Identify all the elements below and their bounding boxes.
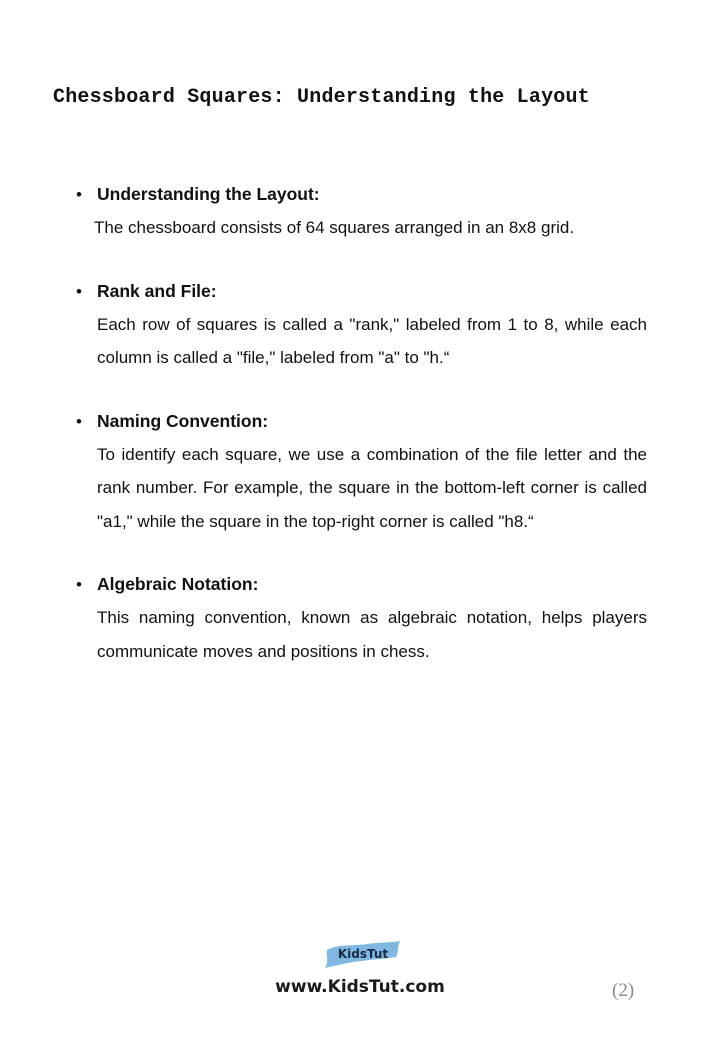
section-body: The chessboard consists of 64 squares arranged in an 8x8 grid.: [94, 218, 575, 237]
section-heading: Algebraic Notation:: [97, 574, 259, 594]
bullet-point: •: [76, 575, 82, 594]
section-algebraic-notation: [0, 568, 720, 668]
section-understanding-layout: [0, 178, 720, 245]
section-heading: Understanding the Layout:: [97, 184, 320, 204]
page-number: (2): [612, 980, 635, 1001]
section-rank-and-file: [0, 275, 720, 375]
section-heading: Naming Convention:: [97, 410, 269, 431]
bullet-point: •: [76, 185, 82, 204]
kidstut-logo: [323, 938, 403, 970]
section-body: To identify each square, we use a combination of the file letter and the rank number. For example, the square in the bottom-left corner is called "a1," while the square in the top-right corner is called "h8.“: [97, 444, 647, 531]
section-heading: Rank and File:: [97, 280, 217, 301]
bullet-point: •: [76, 281, 82, 301]
section-body: This naming convention, known as algebraic notation, helps players communicate moves and positions in chess.: [97, 608, 647, 661]
section-naming-convention: [0, 405, 720, 539]
bullet-point: •: [76, 411, 82, 431]
section-body: Each row of squares is called a "rank," labeled from 1 to 8, while each column is called a "file," labeled from "a" to "h.“: [97, 314, 647, 367]
logo-text: KidsTut: [337, 947, 389, 961]
content-sections: [0, 178, 720, 698]
page-title: Chessboard Squares: Understanding the Layout: [53, 86, 590, 109]
website-url: www.KidsTut.com: [275, 977, 445, 997]
